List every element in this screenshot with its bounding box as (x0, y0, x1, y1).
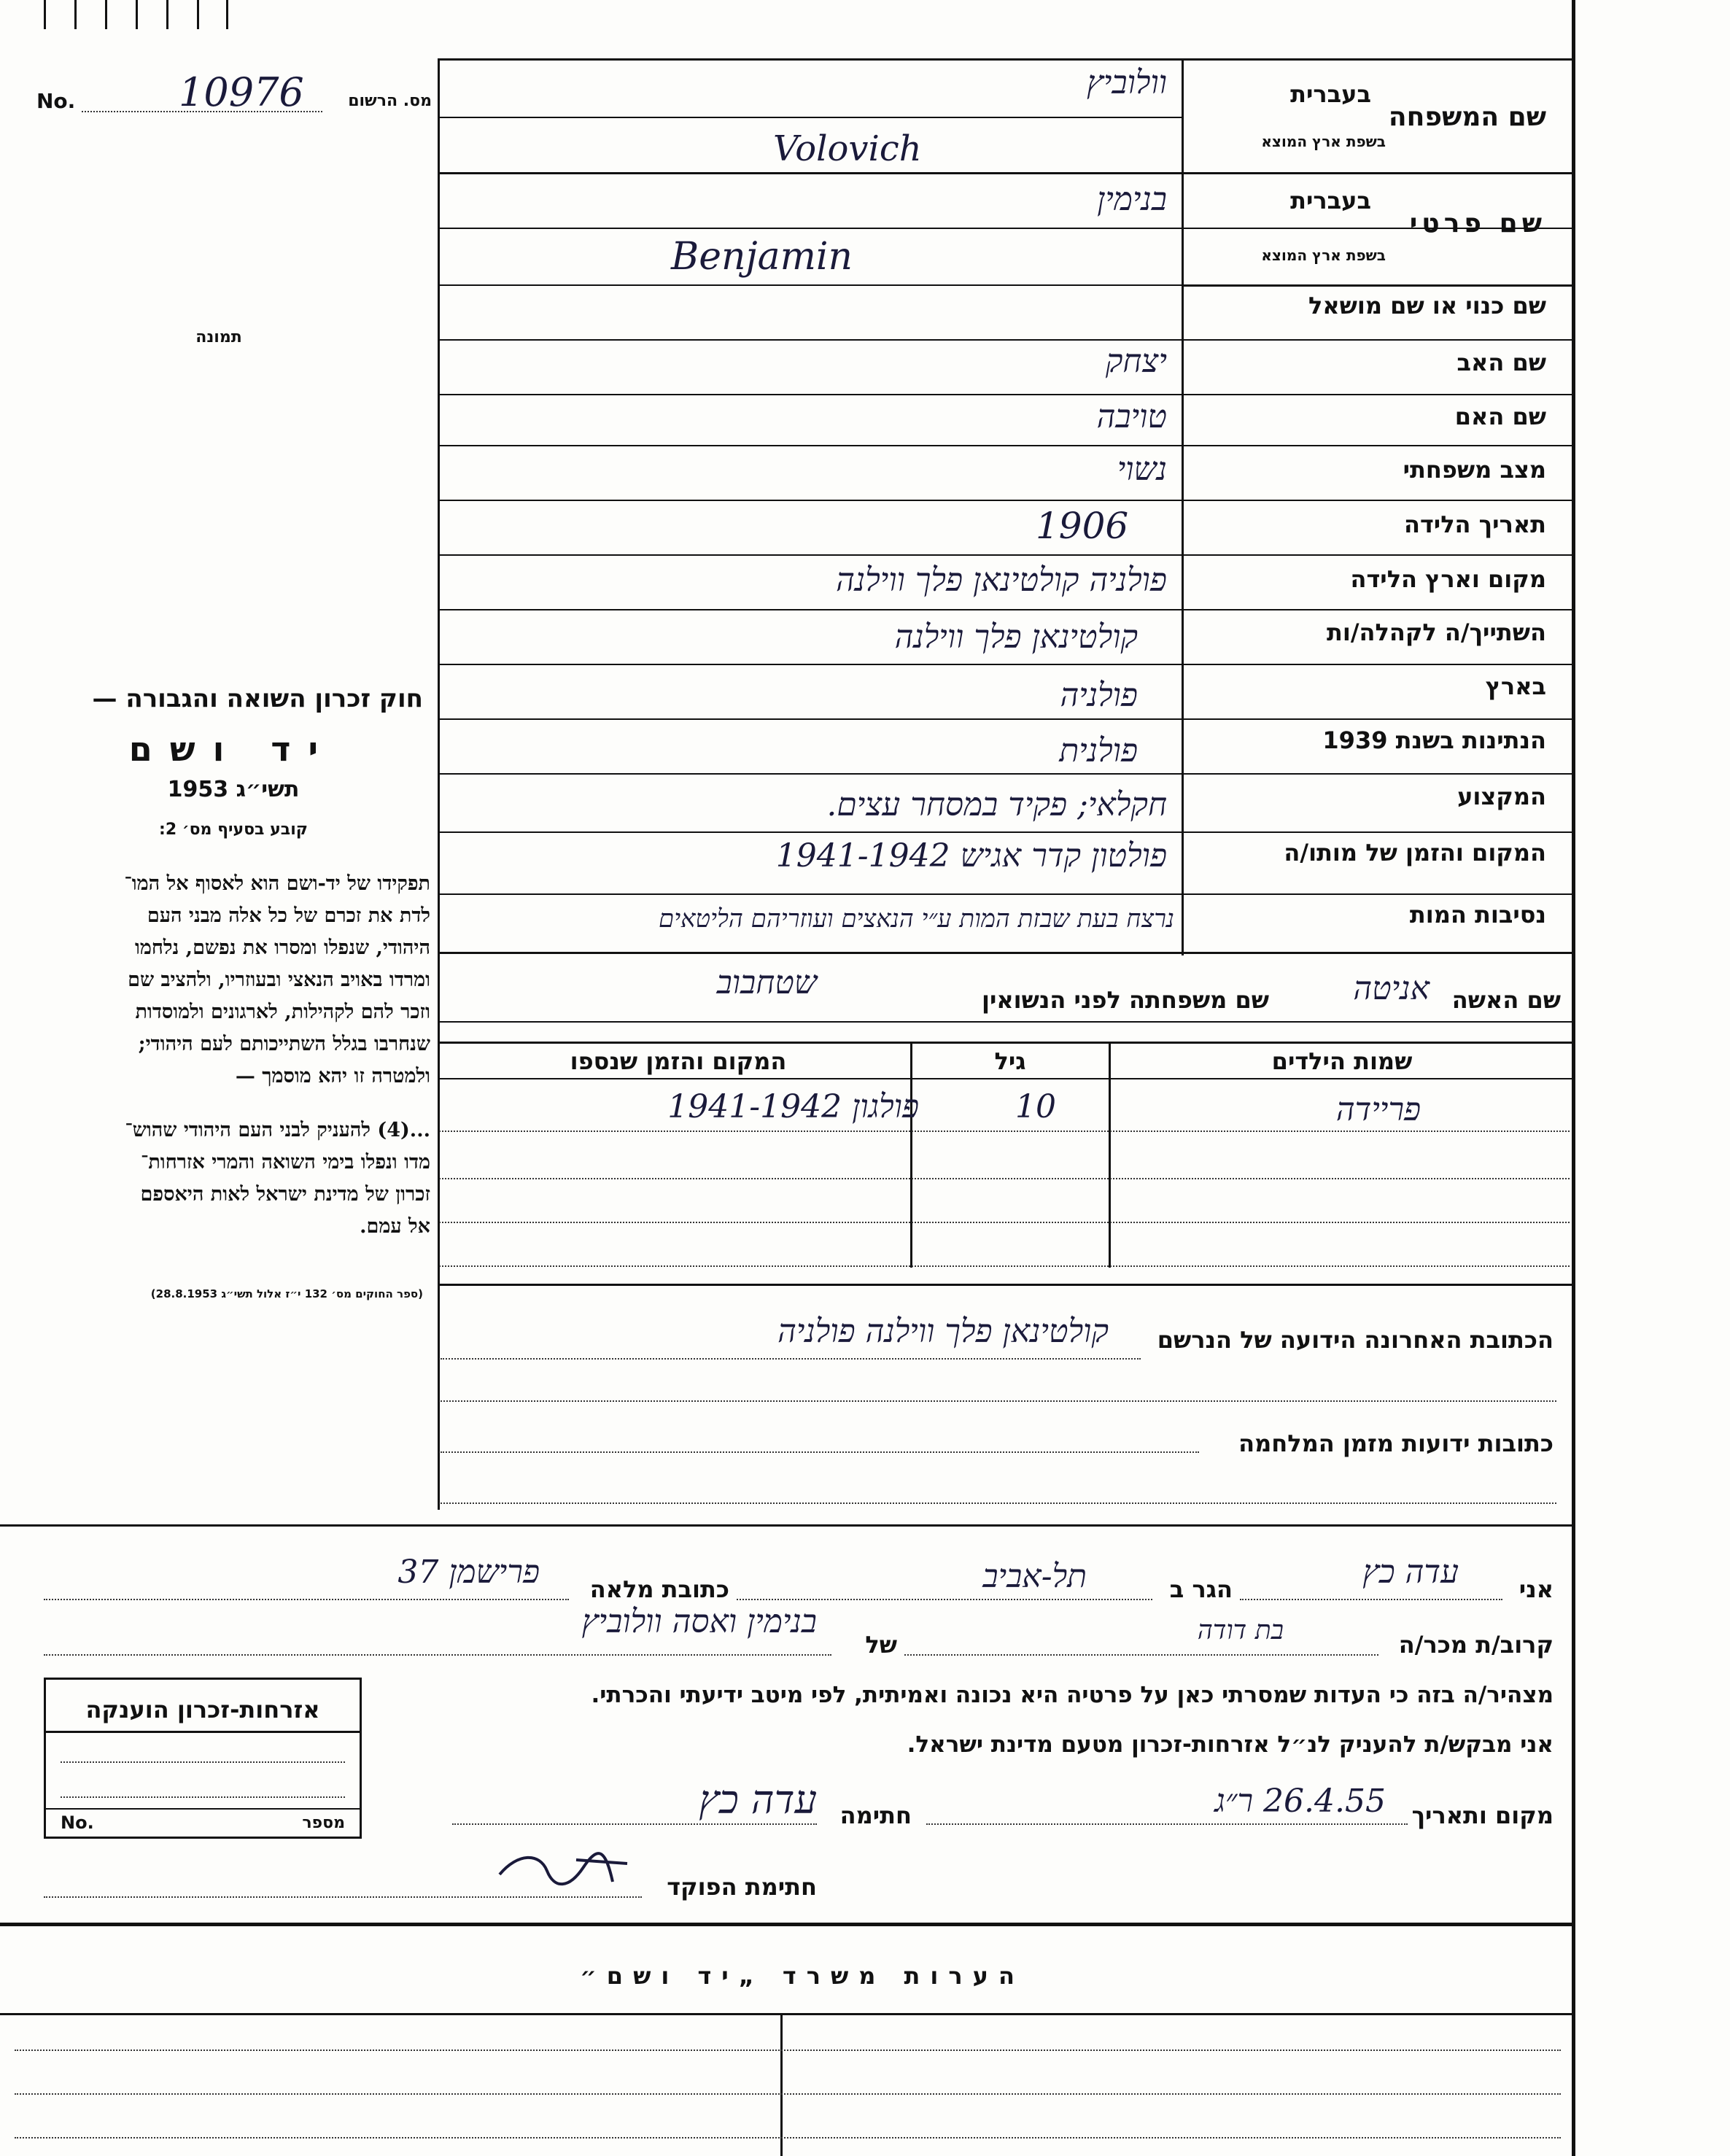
place-date-value: 26.4.55 ר״ג (1214, 1783, 1386, 1820)
place-date-label: מקום ותאריך (1411, 1802, 1553, 1829)
lives-in-label: הגר ב (1169, 1575, 1233, 1603)
first-name-label: שם פרטי (1409, 209, 1546, 239)
law-line: ...(4) להעניק לבני העם היהודי שהוש־ (125, 1119, 430, 1141)
community-value: קולטינאן פלך ווילנה (894, 619, 1138, 656)
of-label: של (865, 1631, 897, 1659)
wife-label: שם האשה (1451, 986, 1561, 1014)
profession-value: חקלאי; פקיד במסחר עצים. (826, 786, 1167, 823)
law-line: זכרון של מדינת ישראל לאות היאספם (140, 1183, 430, 1206)
nationality1939-value: פולנית (1059, 732, 1138, 769)
nickname-label: שם כנוי או שם מושאל (1308, 292, 1546, 319)
declarant-i-label: אני (1518, 1575, 1553, 1603)
child-name: פריידה (1335, 1091, 1421, 1128)
full-address-label: כתובת מלאה (589, 1575, 729, 1603)
father-label: שם האב (1456, 349, 1546, 376)
first-hebrew-label: בעברית (1290, 187, 1371, 214)
registration-heb-label: מס. הרשום (348, 92, 432, 110)
children-header-age: גיל (994, 1047, 1026, 1075)
table-row (438, 1087, 1574, 1131)
photo-label: תמונה (195, 328, 242, 346)
citizenship-request: אני מבקש/ת להעניק לנ״ל אזרחות-זכרון מטעם מדינת ישראל. (907, 1732, 1553, 1758)
nationality1939-label: הנתינות בשנת 1939 (1322, 726, 1546, 754)
relative-value: בת דודה (1197, 1616, 1284, 1645)
law-clause: קובע בסעיף מס׳ 2: (159, 821, 308, 839)
top-tick-marks (44, 0, 226, 29)
community-label: השתייך/ה לקהלה/ות (1326, 619, 1546, 646)
country-label: בארץ (1485, 672, 1546, 700)
wife-maiden-value: שטחבוב (716, 964, 817, 1001)
officer-signature-scribble (496, 1845, 635, 1896)
family-origin-label: בשפת ארץ המוצא (1261, 133, 1386, 150)
top-border (438, 58, 1574, 61)
children-header-names: שמות הילדים (1271, 1047, 1413, 1075)
wife-maiden-label: שם משפחתה לפני הנשואין (981, 986, 1269, 1014)
law-line: וזכר להם לקהילות, לארגונים ולמוסדות (135, 1001, 430, 1023)
last-address-value: קולטינאן פלך ווילנה פולניה (777, 1313, 1109, 1350)
citizenship-box (44, 1678, 362, 1839)
last-address-label: הכתובת האחרונה הידועה של הנרשם (1157, 1326, 1553, 1354)
family-origin-value: Volovich (773, 128, 922, 169)
birthplace-value: פולניה קולטינאן פלך ווילנה (836, 562, 1167, 599)
law-title: חוק זכרון השואה והגבורה — (92, 684, 423, 713)
birthdate-label: תאריך הלידה (1403, 511, 1546, 538)
family-name-label: שם המשפחה (1388, 102, 1546, 132)
profession-label: המקצוע (1457, 783, 1546, 810)
mother-value: טויבה (1096, 398, 1167, 435)
citizenship-box-title: אזרחות-זכרון הוענקה (85, 1696, 320, 1723)
declaration-top (0, 1524, 1574, 1527)
country-value: פולניה (1060, 677, 1138, 714)
family-hebrew-value: וולוביץ (1086, 64, 1167, 101)
marital-value: נשוי (1117, 451, 1167, 488)
birthplace-label: מקום וארץ הלידה (1350, 565, 1546, 593)
registration-number: 10976 (179, 69, 304, 115)
mother-label: שם האם (1454, 403, 1546, 430)
declarant-name: עדה כץ (1362, 1554, 1459, 1591)
death-cause-value: נרצח בעת שבזת המות ע״י הנאצים ועוזריהם הליטאים (659, 904, 1174, 934)
remarks-title: הערות משרד „יד ושם״ (580, 1962, 1025, 1990)
lives-in-value: תל-אביב (982, 1558, 1087, 1595)
declarant-signature: עדה כץ (699, 1777, 817, 1823)
law-line: אל עמם. (360, 1215, 430, 1238)
registration-no-label: No. (36, 89, 76, 113)
children-header-place: המקום והזמן שנספו (570, 1047, 787, 1075)
law-line: שנחרבו בגלל השתייכותם לעם היהודי; (138, 1033, 430, 1055)
law-line: תפקידו של יד-ושם הוא לאסוף אל המו־ (124, 872, 430, 895)
father-value: יצחק (1105, 343, 1167, 380)
law-line: היהודי, שנפלו ומסרו את נפשם, נלחמו (134, 937, 430, 959)
law-year: תשי״ג 1953 (167, 777, 300, 802)
signature-label: חתימה (839, 1802, 912, 1829)
law-line: ולמטרה זו יהא מוסמך — (235, 1065, 430, 1087)
relative-label: קרוב/ת מכר/ה (1398, 1631, 1553, 1659)
citizenship-box-no: No. (61, 1812, 94, 1833)
law-footnote: (ספר החוקים מס׳ 132 י״ז אלול תשי״ג 28.8.1953) (150, 1287, 423, 1300)
war-address-label: כתובות ידועות מזמן המלחמה (1238, 1430, 1553, 1457)
origin-divider (1182, 58, 1184, 284)
law-line: מדו ונפלו בימי השואה והמרי אזרחות־ (140, 1151, 430, 1174)
first-origin-label: בשפת ארץ המוצא (1261, 247, 1386, 264)
birthdate-value: 1906 (1036, 505, 1129, 547)
child-place: פולגון 1941-1942 (667, 1088, 919, 1125)
death-cause-label: נסיבות המות (1409, 901, 1546, 928)
citizenship-box-number-label: מספר (302, 1814, 345, 1832)
death-place-label: המקום והזמן של מותו/ה (1284, 839, 1546, 866)
wife-value: אניטה (1353, 970, 1430, 1007)
law-line: לדת את זכרם של כל אלה מבני העם (147, 904, 430, 927)
marital-label: מצב משפחתי (1403, 456, 1546, 484)
child-age: 10 (1015, 1088, 1056, 1125)
first-origin-value: Benjamin (671, 235, 853, 279)
law-line: ומרדו באויב הנאצי ובעוזריו, ולהציב שם (128, 969, 430, 991)
first-hebrew-value: בנימין (1097, 181, 1167, 218)
declaration-statement: מצהיר/ה בזה כי העדות שמסרתי כאן על פרטיה היא נכונה ואמיתית, לפי מיטב ידיעתי והכרתי. (591, 1682, 1553, 1708)
family-hebrew-label: בעברית (1290, 80, 1371, 108)
yad-vashem-title: יד ושם (128, 729, 335, 769)
form-left-border (438, 58, 440, 1510)
death-place-value: פולטון קדר אגיש 1941-1942 (775, 837, 1167, 875)
of-value: בנימין ואסה וולוביץ (581, 1603, 817, 1640)
remarks-top (0, 1923, 1574, 1926)
officer-signature-label: חתימת הפוקד (667, 1873, 817, 1901)
full-address-value: פרישמן 37 (397, 1554, 540, 1591)
